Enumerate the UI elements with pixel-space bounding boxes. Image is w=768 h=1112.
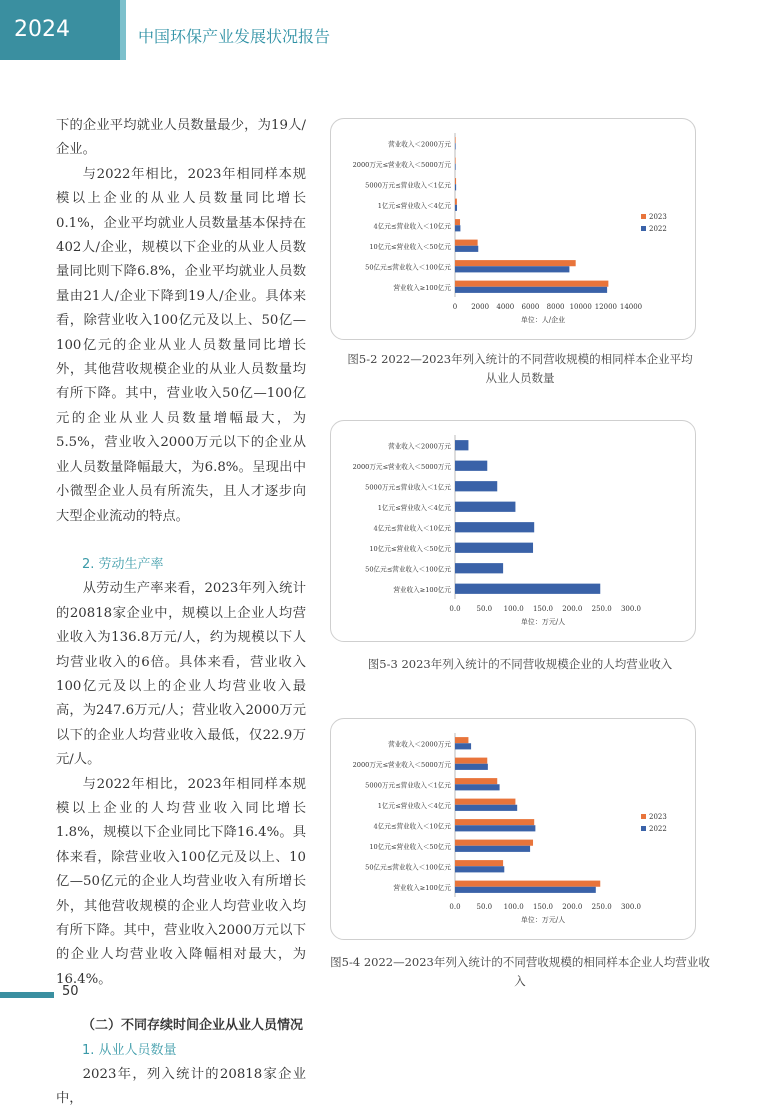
- header-year: 2024: [0, 0, 120, 60]
- x-tick-label: 100.0: [503, 903, 524, 911]
- x-tick-label: 150.0: [532, 605, 554, 613]
- bar-2022-0: [455, 743, 471, 749]
- category-label: 50亿元≤营业收入＜100亿元: [365, 263, 451, 272]
- paragraph-4: 与2022年相比，2023年相同样本规模以上企业的人均营业收入同比增长1.8%，规模以下企业同比下降16.4%。具体来看，除营业收入100亿元及以上、10亿—50亿元的企业人均营业收入有所增长外，其他营收规模的企业人均营业收入均有所下降。其中，营业收入2000万元以下的企业人均营业收入降幅相对最大，为16.4%。: [56, 776, 306, 987]
- caption-fig5-4: 图5-4 2022—2023年列入统计的不同营收规模的相同样本企业人均营业收入: [330, 955, 710, 988]
- chart-card-fig5-3: [330, 420, 696, 642]
- x-tick-label: 10000: [569, 303, 592, 311]
- bar-2023-5: [455, 240, 478, 246]
- left-text-column: [56, 114, 306, 1112]
- bar-4: [455, 522, 534, 532]
- bar-2022-6: [455, 266, 569, 272]
- bar-7: [455, 584, 600, 594]
- bar-2022-5: [455, 246, 478, 252]
- spacer: [56, 529, 306, 553]
- bar-2023-4: [455, 819, 534, 825]
- category-label: 2000万元≤营业收入＜5000万元: [352, 160, 451, 169]
- category-label: 营业收入≥100亿元: [393, 585, 451, 594]
- bar-2023-2: [455, 178, 456, 184]
- chart-fig5-3: [331, 421, 697, 643]
- bar-2023-3: [455, 799, 515, 805]
- caption-fig5-2-line2: 从业人员数量: [485, 371, 555, 385]
- x-axis-label: 单位：万元/人: [520, 916, 566, 924]
- bar-2023-2: [455, 778, 497, 784]
- category-label: 5000万元≤营业收入＜1亿元: [365, 781, 451, 790]
- x-tick-label: 200.0: [562, 605, 583, 613]
- legend-label-2022: 2022: [649, 825, 667, 833]
- category-label: 1亿元≤营业收入＜4亿元: [377, 801, 451, 810]
- category-label: 4亿元≤营业收入＜10亿元: [373, 524, 451, 533]
- bar-2022-7: [455, 287, 607, 293]
- x-tick-label: 50.0: [476, 903, 493, 911]
- x-tick-label: 250.0: [591, 605, 612, 613]
- category-label: 50亿元≤营业收入＜100亿元: [365, 863, 451, 872]
- category-label: 营业收入＜2000万元: [388, 140, 451, 149]
- legend-label-2022: 2022: [649, 225, 667, 233]
- x-tick-label: 0: [452, 303, 458, 311]
- x-tick-label: 0.0: [449, 903, 461, 911]
- bar-2023-1: [455, 758, 487, 764]
- legend-label-2023: 2023: [649, 813, 667, 821]
- legend-swatch-2023: [641, 214, 646, 219]
- bar-2023-7: [455, 881, 600, 887]
- heading-employee-count: 1. 从业人员数量: [82, 1042, 177, 1058]
- bar-0: [455, 440, 468, 450]
- x-tick-label: 300.0: [620, 903, 642, 911]
- x-tick-label: 0.0: [449, 605, 461, 613]
- bar-2: [455, 481, 497, 491]
- chart-card-fig5-4: [330, 718, 696, 940]
- footer-bar: [0, 992, 54, 998]
- paragraph-1: 下的企业平均就业人员数量最少，为19人/企业。: [56, 118, 306, 158]
- header-stripe: [120, 0, 126, 60]
- chart-fig5-4: [331, 719, 697, 941]
- bar-2023-0: [455, 737, 468, 743]
- paragraph-2: 与2022年相比，2023年相同样本规模以上企业的从业人员数量同比增长0.1%，企业平均就业人员数量基本保持在402人/企业，规模以下企业的从业人员数量同比则下降6.8%，企业平均就业人员数量由21人/企业下降到19人/企业。具体来看，除营业收入100亿元及以上、50亿—100亿元的企业从业人员数量同比增长外，其他营收规模企业的从业人员数量均有所下降。其中，营业收入50亿—100亿元的企业从业人员数量增幅最大，为5.5%，营业收入2000万元以下的企业从业人员数量降幅最大，为6.8%。呈现出中小微型企业人员有所流失，且人才逐步向大型企业流动的特点。: [56, 166, 306, 524]
- x-tick-label: 6000: [521, 303, 540, 311]
- section-heading: （二）不同存续时间企业从业人员情况: [82, 1018, 304, 1034]
- category-label: 2000万元≤营业收入＜5000万元: [352, 462, 451, 471]
- x-tick-label: 50.0: [476, 605, 493, 613]
- bar-2023-0: [455, 137, 456, 143]
- paragraph-3: 从劳动生产率来看，2023年列入统计的20818家企业中，规模以上企业人均营业收入为136.8万元/人，约为规模以下人均营业收入的6倍。具体来看，营业收入100亿元及以上的企业人均营业收入最高，为247.6万元/人；营业收入2000万元以下的企业人均营业收入最低，仅22.9万元/人。: [56, 581, 306, 768]
- x-tick-label: 14000: [619, 303, 643, 311]
- legend-swatch-2022: [641, 826, 646, 831]
- category-label: 4亿元≤营业收入＜10亿元: [373, 222, 451, 231]
- bar-2023-6: [455, 860, 503, 866]
- bar-2023-7: [455, 281, 608, 287]
- caption-fig5-3: 图5-3 2023年列入统计的不同营收规模企业的人均营业收入: [367, 657, 673, 671]
- bar-5: [455, 543, 533, 553]
- bar-2023-1: [455, 158, 456, 164]
- category-label: 营业收入≥100亿元: [393, 883, 451, 892]
- legend-swatch-2023: [641, 814, 646, 819]
- bar-1: [455, 461, 487, 471]
- bar-3: [455, 502, 515, 512]
- category-label: 5000万元≤营业收入＜1亿元: [365, 483, 451, 492]
- category-label: 10亿元≤营业收入＜50亿元: [369, 842, 451, 851]
- category-label: 4亿元≤营业收入＜10亿元: [373, 822, 451, 831]
- page-number: 50: [62, 984, 79, 999]
- legend-label-2023: 2023: [649, 213, 667, 221]
- category-label: 营业收入≥100亿元: [393, 283, 451, 292]
- category-label: 营业收入＜2000万元: [388, 442, 451, 451]
- x-axis-label: 单位：万元/人: [520, 618, 566, 626]
- spacer: [56, 992, 306, 1014]
- x-tick-label: 100.0: [503, 605, 524, 613]
- bar-2022-2: [455, 784, 500, 790]
- bar-2023-6: [455, 260, 576, 266]
- bar-2022-6: [455, 866, 504, 872]
- x-axis-label: 单位：人/企业: [520, 316, 566, 324]
- category-label: 10亿元≤营业收入＜50亿元: [369, 544, 451, 553]
- bar-2022-3: [455, 205, 457, 211]
- bar-2022-7: [455, 887, 596, 893]
- bar-6: [455, 563, 503, 573]
- bar-2022-2: [455, 184, 456, 190]
- paragraph-5: 2023年，列入统计的20818家企业中，: [56, 1067, 306, 1107]
- x-tick-label: 300.0: [620, 605, 642, 613]
- category-label: 50亿元≤营业收入＜100亿元: [365, 565, 451, 574]
- heading-labor-productivity: 2. 劳动生产率: [82, 556, 164, 572]
- x-tick-label: 2000: [471, 303, 490, 311]
- category-label: 1亿元≤营业收入＜4亿元: [377, 503, 451, 512]
- x-tick-label: 150.0: [532, 903, 554, 911]
- bar-2023-3: [455, 199, 457, 205]
- bar-2022-3: [455, 805, 517, 811]
- x-tick-label: 200.0: [562, 903, 583, 911]
- bar-2022-1: [455, 764, 488, 770]
- bar-2023-5: [455, 840, 533, 846]
- bar-2022-4: [455, 825, 535, 831]
- category-label: 营业收入＜2000万元: [388, 740, 451, 749]
- bar-2022-4: [455, 225, 460, 231]
- category-label: 5000万元≤营业收入＜1亿元: [365, 181, 451, 190]
- x-tick-label: 12000: [594, 303, 617, 311]
- legend-swatch-2022: [641, 226, 646, 231]
- category-label: 10亿元≤营业收入＜50亿元: [369, 242, 451, 251]
- chart-fig5-2: [331, 119, 697, 341]
- category-label: 2000万元≤营业收入＜5000万元: [352, 760, 451, 769]
- chart-card-fig5-2: [330, 118, 696, 340]
- category-label: 1亿元≤营业收入＜4亿元: [377, 201, 451, 210]
- caption-fig5-2: [330, 350, 710, 388]
- caption-fig5-2-line1: 图5-2 2022—2023年列入统计的不同营收规模的相同样本企业平均: [347, 352, 693, 366]
- x-tick-label: 250.0: [591, 903, 612, 911]
- bar-2023-4: [455, 219, 460, 225]
- header-title: 中国环保产业发展状况报告: [138, 27, 331, 46]
- x-tick-label: 4000: [496, 303, 515, 311]
- bar-2022-1: [455, 164, 456, 170]
- x-tick-label: 8000: [546, 303, 565, 311]
- bar-2022-0: [455, 143, 456, 149]
- bar-2022-5: [455, 846, 530, 852]
